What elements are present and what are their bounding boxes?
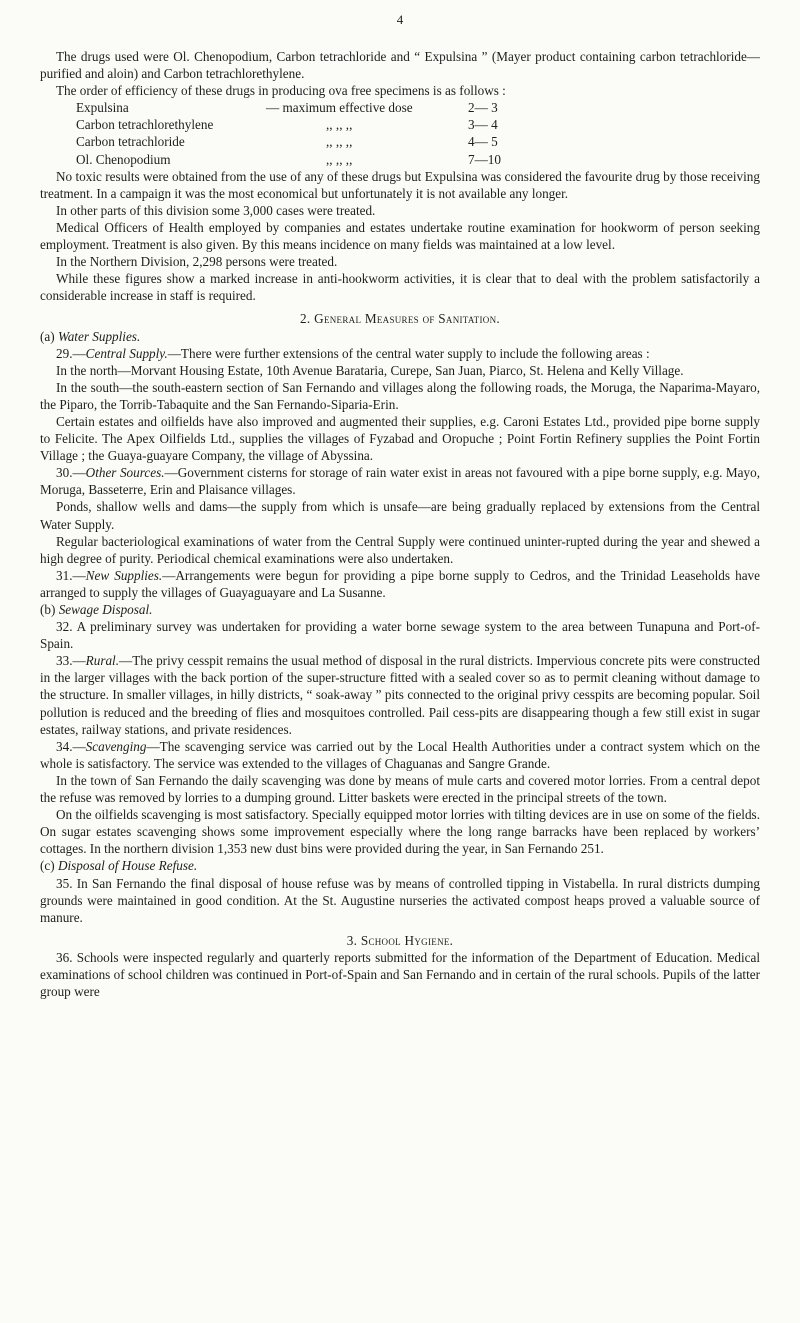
paragraph-31 — [40, 567, 760, 601]
document-page — [40, 48, 760, 1000]
paragraph-title: Rural. — [85, 653, 120, 669]
intro-paragraph: The drugs used were Ol. Chenopodium, Carbon tetrachloride and “ Expulsina ” (Mayer product containing carbon tetrachloride—purified and aloin) and Carbon tetrachlorethylene. — [40, 49, 760, 82]
staff-increase-paragraph: While these figures show a marked increase in anti-hookworm activities, it is clear that to deal with the problem satisfactorily a considerable increase in staff is required. — [40, 271, 760, 304]
ponds-paragraph: Ponds, shallow wells and dams—the supply from which is unsafe—are being gradually replaced by extensions from the Central Water Supply. — [40, 499, 760, 532]
south-areas-paragraph: In the south—the south-eastern section of San Fernando and villages along the following roads, the Moruga, the Naparima-Mayaro, the Piparo, the Torrib-Tabaquite and the San Fernando-Siparia-Erin. — [40, 379, 760, 412]
dose-value: 4— 5 — [468, 134, 498, 150]
paragraph-30 — [40, 464, 760, 498]
subheading-sewage-disposal — [40, 601, 760, 618]
toxicity-paragraph: No toxic results were obtained from the use of any of these drugs but Expulsina was considered the favourite drug by those receiving treatment. In a campaign it was the most economical but unfortunately it is not available any longer. — [40, 168, 760, 201]
dose-value: 3— 4 — [468, 117, 498, 133]
subheading-title: Water Supplies. — [57, 328, 141, 344]
cases-treated-paragraph: In other parts of this division some 3,000 cases were treated. — [56, 202, 376, 218]
section-heading-school-hygiene: 3. School Hygiene. — [346, 932, 454, 948]
subheading-label: (b) — [40, 602, 56, 617]
dose-value: 2— 3 — [468, 100, 498, 116]
paragraph-number: 29.— — [56, 345, 86, 361]
paragraph-title: Scavenging — [85, 738, 147, 754]
paragraph-text: —The privy cesspit remains the usual method of disposal in the rural districts. Impervious concrete pits were constructed in the larger villages with the back portion of the super-structure fitted with a sealed cover so as to permit cleaning without damage to the structure. In smaller villages, in hilly districts, “ soak-away ” pits connected to the original privy cesspits are becoming popular. Soil pollution is reduced and the breeding of flies and mosquitoes controlled. Pail cess-pits are disappearing though a few still exist in sugar estates, railway stations, and private residences. — [40, 653, 760, 737]
drug-name: Expulsina — [76, 100, 129, 116]
subheading-label: (a) — [40, 328, 55, 344]
section-heading-sanitation: 2. General Measures of Sanitation. — [300, 311, 500, 327]
page-number: 4 — [396, 12, 404, 27]
medical-officers-paragraph: Medical Officers of Health employed by companies and estates undertake routine examination for hookworm of person seeking employment. Treatment is also given. By this means incidence on many fields was maintained at a low level. — [40, 219, 760, 253]
paragraph-text: —There were further extensions of the central water supply to include the following areas : — [167, 345, 650, 361]
subheading-title: Sewage Disposal. — [58, 602, 153, 617]
drug-name: Carbon tetrachlorethylene — [76, 117, 214, 133]
paragraph-text: —Arrangements were begun for providing a pipe borne supply to Cedros, and the Trinidad Leaseholds have arranged to supply the villages of Guayaguayare and La Susanne. — [40, 567, 760, 600]
paragraph-35: 35. In San Fernando the final disposal of house refuse was by means of controlled tipping in Vistabella. In rural districts dumping grounds were maintained in good condition. At the St. Augustine nurseries the activated compost heaps proved a valuable source of manure. — [40, 875, 760, 925]
paragraph-33 — [40, 652, 760, 737]
paragraph-number: 30.— — [56, 465, 86, 481]
paragraph-36: 36. Schools were inspected regularly and quarterly reports submitted for the information of the Department of Education. Medical examinations of school children was continued in Port-of-Spain and San Fernando and in certain of the rural schools. Pupils of the latter group were — [40, 949, 760, 1000]
paragraph-34 — [40, 738, 760, 772]
paragraph-title: New Supplies. — [85, 567, 163, 583]
subheading-house-refuse — [40, 857, 760, 874]
town-scavenging-paragraph: In the town of San Fernando the daily scavenging was done by means of mule carts and covered motor lorries. From a central depot the refuse was removed by lorries to a dumping ground. Litter baskets were erected in the principal streets of the town. — [40, 772, 760, 806]
drug-name: Carbon tetrachloride — [76, 134, 185, 150]
paragraph-number: 34.— — [56, 738, 86, 754]
northern-division-paragraph: In the Northern Division, 2,298 persons were treated. — [56, 254, 338, 270]
efficiency-order-paragraph: The order of efficiency of these drugs in producing ova free specimens is as follows : — [56, 83, 506, 99]
subheading-label: (c) — [40, 858, 55, 874]
estates-supply-paragraph: Certain estates and oilfields have also improved and augmented their supplies, e.g. Caroni Estates Ltd., provided pipe borne supply to Felicite. The Apex Oilfields Ltd., supplies the villages of Fyzabad and Oropuche ; Point Fortin Refinery supplies the Point Fortin Village ; the Guaya-guayare Company, the village of Abyssina. — [40, 413, 760, 464]
oilfields-scavenging-paragraph: On the oilfields scavenging is most satisfactory. Specially equipped motor lorries with tilting devices are in use on some of the fields. On sugar estates scavenging shows some improvement especially where the long range barracks have been replaced by workers’ cottages. In the northern division 1,353 new dust bins were provided during the year, in San Fernando 251. — [40, 807, 760, 857]
efficiency-row — [76, 151, 760, 168]
bacteriological-paragraph: Regular bacteriological examinations of water from the Central Supply were continued uninter-rupted during the year and shewed a high degree of purity. Periodical chemical examinations were also undertaken. — [40, 533, 760, 566]
north-areas-paragraph: In the north—Morvant Housing Estate, 10th Avenue Barataria, Curepe, San Juan, Piarco, St. Helena and Kelly Village. — [56, 362, 684, 378]
paragraph-title: Central Supply. — [85, 345, 168, 361]
dose-label: ,, ,, ,, — [326, 117, 353, 133]
paragraph-text: —The scavenging service was carried out by the Local Health Authorities under a contract system which on the whole is satisfactory. The service was extended to the villages of Chaguanas and Sangre Grande. — [40, 738, 760, 771]
paragraph-title: Other Sources. — [85, 465, 165, 481]
dose-label: ,, ,, ,, — [326, 134, 353, 150]
dose-label: — maximum effective dose — [266, 100, 413, 116]
subheading-title: Disposal of House Refuse. — [57, 858, 198, 874]
dose-value: 7—10 — [468, 151, 501, 167]
efficiency-row — [76, 116, 760, 133]
paragraph-text: —Government cisterns for storage of rain water exist in areas not favoured with a pipe borne supply, e.g. Mayo, Moruga, Basseterre, Erin and Plaisance villages. — [40, 465, 760, 498]
paragraph-number: 31.— — [56, 567, 86, 583]
paragraph-32: 32. A preliminary survey was undertaken for providing a water borne sewage system to the area between Tunapuna and Port-of-Spain. — [40, 619, 760, 652]
subheading-water-supplies — [40, 328, 760, 345]
efficiency-row — [76, 133, 760, 150]
drug-name: Ol. Chenopodium — [76, 151, 171, 167]
efficiency-row — [76, 99, 760, 116]
paragraph-29 — [40, 345, 760, 362]
dose-label: ,, ,, ,, — [326, 151, 353, 167]
drug-efficiency-table — [76, 99, 760, 167]
paragraph-number: 33.— — [56, 653, 86, 669]
